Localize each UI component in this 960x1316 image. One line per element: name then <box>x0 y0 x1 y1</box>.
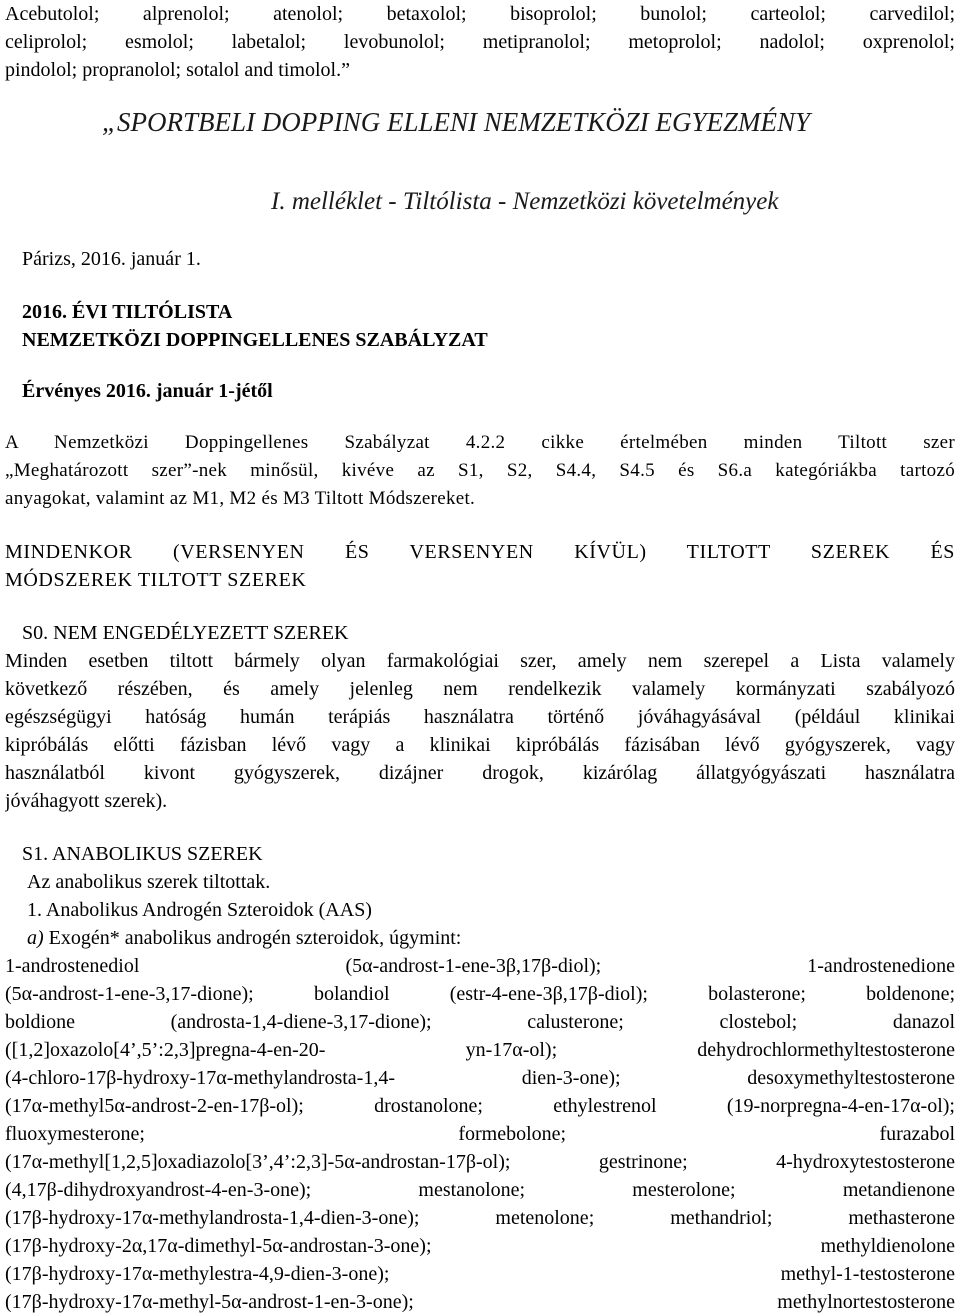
s0-line: következő részében, és amely jelenleg nem rendelkezik valamely kormányzati szabályozó <box>5 678 955 700</box>
code-paragraph <box>5 429 955 513</box>
code-line: A Nemzetközi Doppingellenes Szabályzat 4.2.2 cikke értelmében minden Tiltott szer <box>5 432 955 453</box>
list-title-line: 2016. ÉVI TILTÓLISTA <box>22 301 233 323</box>
heading-line: MINDENKOR (VERSENYEN ÉS VERSENYEN KÍVÜL) TILTOTT SZEREK ÉS <box>5 541 955 563</box>
substance-line: (17β-hydroxy-2α,17α-dimethyl-5α-androstan-3-one); methyldienolone <box>5 1235 955 1257</box>
s1-item-1a <box>27 924 461 952</box>
substance-line: (17α-methyl[1,2,5]oxadiazolo[3’,4’:2,3]-5α-androstan-17β-ol); gestrinone; 4-hydroxytestosterone <box>5 1151 955 1173</box>
substance-line: 1-androstenediol (5α-androst-1-ene-3β,17β-diol); 1-androstenedione <box>5 955 955 977</box>
substance-line: (5α-androst-1-ene-3,17-dione); bolandiol (estr-4-ene-3β,17β-diol); bolasterone; boldenone; <box>5 983 955 1005</box>
code-line: „Meghatározott szer”-nek minősül, kivéve az S1, S2, S4.4, S4.5 és S6.a kategóriákba tartozó <box>5 460 955 481</box>
substance-line: fluoxymesterone; formebolone; furazabol <box>5 1123 955 1145</box>
intro-line: Acebutolol; alprenolol; atenolol; betaxolol; bisoprolol; bunolol; carteolol; carvedilol; <box>5 3 955 25</box>
always-prohibited-heading <box>5 538 955 594</box>
intro-line: celiprolol; esmolol; labetalol; levobunolol; metipranolol; metoprolol; nadolol; oxprenolol; <box>5 31 955 53</box>
item-marker: a) <box>27 927 44 949</box>
list-title-line: NEMZETKÖZI DOPPINGELLENES SZABÁLYZAT <box>22 329 488 351</box>
s0-line: jóváhagyott szerek). <box>5 790 168 812</box>
s0-heading: S0. NEM ENGEDÉLYEZETT SZEREK <box>22 622 349 644</box>
s0-paragraph <box>5 647 955 815</box>
code-line: anyagokat, valamint az M1, M2 és M3 Tiltott Módszereket. <box>5 488 476 509</box>
s1-heading: S1. ANABOLIKUS SZEREK <box>22 843 263 865</box>
substance-line: (17β-hydroxy-17α-methylandrosta-1,4-dien-3-one); metenolone; methandriol; methasterone <box>5 1207 955 1229</box>
s0-line: használatból kivont gyógyszerek, dizájner drogok, kizárólag állatgyógyászati használatra <box>5 762 955 784</box>
list-title <box>22 298 488 354</box>
substance-line: (17α-methyl5α-androst-2-en-17β-ol); drostanolone; ethylestrenol (19-norpregna-4-en-17α-ol); <box>5 1095 955 1117</box>
convention-title: „SPORTBELI DOPPING ELLENI NEMZETKÖZI EGYEZMÉNY <box>102 107 811 137</box>
intro-paragraph <box>5 0 955 84</box>
substance-line: (17β-hydroxy-17α-methyl-5α-androst-1-en-3-one); methylnortestosterone <box>5 1291 955 1313</box>
s0-line: kipróbálás előtti fázisban lévő vagy a klinikai kipróbálás fázisában lévő gyógyszerek, vagy <box>5 734 955 756</box>
item-text: Exogén* anabolikus androgén szteroidok, úgymint: <box>43 927 462 949</box>
intro-line: pindolol; propranolol; sotalol and timolol.” <box>5 59 350 81</box>
substance-line: ([1,2]oxazolo[4’,5’:2,3]pregna-4-en-20- yn-17α-ol); dehydrochlormethyltestosterone <box>5 1039 955 1061</box>
substance-line: (17β-hydroxy-17α-methylestra-4,9-dien-3-one); methyl-1-testosterone <box>5 1263 955 1285</box>
substance-line: (4-chloro-17β-hydroxy-17α-methylandrosta-1,4- dien-3-one); desoxymethyltestosterone <box>5 1067 955 1089</box>
s0-line: Minden esetben tiltott bármely olyan farmakológiai szer, amely nem szerepel a Lista valamely <box>5 650 955 672</box>
valid-from: Érvényes 2016. január 1-jétől <box>22 380 273 402</box>
place-date: Párizs, 2016. január 1. <box>22 248 201 270</box>
substance-line: (4,17β-dihydroxyandrost-4-en-3-one); mestanolone; mesterolone; metandienone <box>5 1179 955 1201</box>
s0-line: egészségügyi hatóság humán terápiás használatra történő jóváhagyásával (például klinikai <box>5 706 955 728</box>
substance-list <box>5 952 955 1316</box>
s1-intro: Az anabolikus szerek tiltottak. <box>27 871 271 893</box>
s1-item-1: 1. Anabolikus Androgén Szteroidok (AAS) <box>27 899 372 921</box>
annex-title: I. melléklet - Tiltólista - Nemzetközi követelmények <box>271 188 779 215</box>
substance-line: boldione (androsta-1,4-diene-3,17-dione); calusterone; clostebol; danazol <box>5 1011 955 1033</box>
heading-line: MÓDSZEREK TILTOTT SZEREK <box>5 569 307 591</box>
